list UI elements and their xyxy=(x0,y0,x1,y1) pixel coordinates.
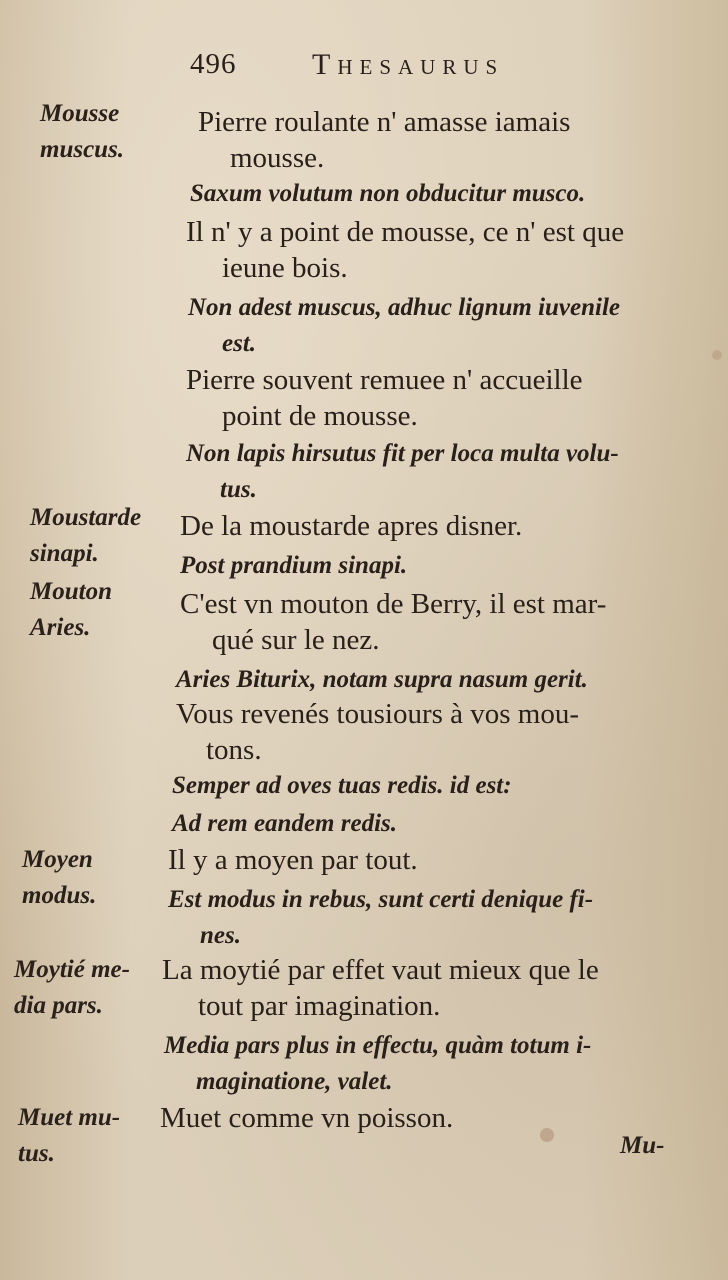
french-line: C'est vn mouton de Berry, il est mar- xyxy=(180,588,607,620)
margin-headword: Moyen xyxy=(22,846,93,873)
french-line: Pierre souvent remuee n' accueille xyxy=(186,364,583,396)
page-number: 496 xyxy=(190,48,237,80)
french-line: La moytié par effet vaut mieux que le xyxy=(162,954,599,986)
french-line: mousse. xyxy=(230,142,325,174)
french-line: ieune bois. xyxy=(222,252,348,284)
latin-line: Non lapis hirsutus fit per loca multa volu- xyxy=(186,440,619,467)
margin-note xyxy=(14,952,130,1024)
latin-line: est. xyxy=(222,330,257,357)
catchword: Mu- xyxy=(620,1132,665,1159)
french-line: tout par imagination. xyxy=(198,990,441,1022)
french-line: qué sur le nez. xyxy=(212,624,380,656)
margin-latin: sinapi. xyxy=(30,540,99,567)
french-line: Pierre roulante n' amasse iamais xyxy=(198,106,571,138)
latin-line: Semper ad oves tuas redis. id est: xyxy=(172,772,512,799)
margin-note xyxy=(30,500,141,572)
margin-headword: Moytié me- xyxy=(14,956,130,983)
margin-note xyxy=(40,96,124,168)
french-line: Il y a moyen par tout. xyxy=(168,844,418,876)
french-line: De la moustarde apres disner. xyxy=(180,510,523,542)
margin-note xyxy=(18,1100,120,1172)
latin-line: Media pars plus in effectu, quàm totum i- xyxy=(164,1032,592,1059)
margin-note xyxy=(30,574,112,646)
latin-line: Ad rem eandem redis. xyxy=(172,810,397,837)
latin-line: Saxum volutum non obducitur musco. xyxy=(190,180,586,207)
french-line: Vous revenés tousiours à vos mou- xyxy=(176,698,580,730)
running-title: Thesaurus xyxy=(312,48,505,81)
latin-line: Aries Biturix, notam supra nasum gerit. xyxy=(176,666,588,693)
margin-latin: tus. xyxy=(18,1140,55,1167)
margin-note xyxy=(22,842,96,914)
margin-headword: Mousse xyxy=(40,100,120,127)
margin-headword: Muet mu- xyxy=(18,1104,121,1131)
margin-headword: Mouton xyxy=(30,578,112,605)
latin-line: Est modus in rebus, sunt certi denique fi- xyxy=(168,886,594,913)
margin-latin: modus. xyxy=(22,882,97,909)
running-head xyxy=(190,48,640,92)
latin-line: Post prandium sinapi. xyxy=(180,552,408,579)
french-line: Il n' y a point de mousse, ce n' est que xyxy=(186,216,625,248)
french-line: point de mousse. xyxy=(222,400,418,432)
french-line: tons. xyxy=(206,734,262,766)
margin-latin: Aries. xyxy=(30,614,91,641)
paper-stain xyxy=(540,1128,554,1142)
margin-latin: muscus. xyxy=(40,136,125,163)
french-line: Muet comme vn poisson. xyxy=(160,1102,454,1134)
latin-line: Non adest muscus, adhuc lignum iuvenile xyxy=(188,294,621,321)
latin-line: nes. xyxy=(200,922,241,949)
margin-headword: Moustarde xyxy=(30,504,142,531)
paper-stain xyxy=(712,350,722,360)
margin-latin: dia pars. xyxy=(14,992,103,1019)
latin-line: maginatione, valet. xyxy=(196,1068,393,1095)
latin-line: tus. xyxy=(220,476,257,503)
